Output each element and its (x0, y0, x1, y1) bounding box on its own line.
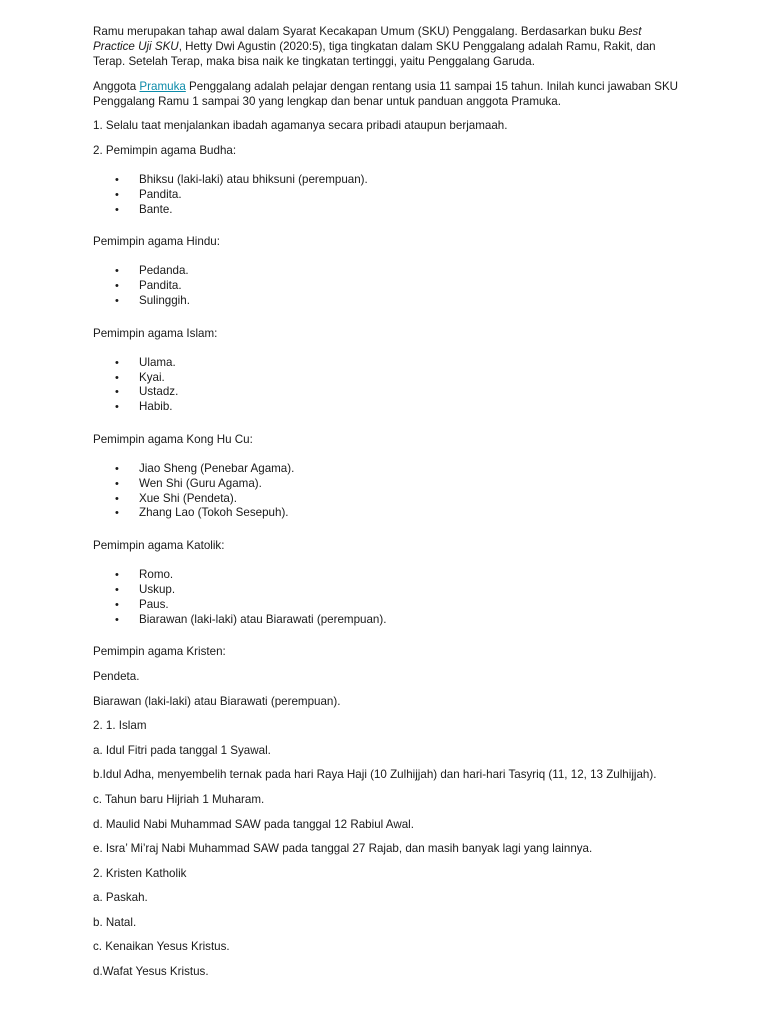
list-item: • Xue Shi (Pendeta). (115, 491, 237, 505)
answer-1: 1. Selalu taat menjalankan ibadah agamanya secara pribadi ataupun berjamaah. (93, 119, 508, 132)
list-item: • Biarawan (laki-laki) atau Biarawati (perempuan). (115, 612, 387, 626)
bullet-icon: • (115, 386, 119, 399)
bullet-icon: • (115, 583, 119, 596)
bullet-icon: • (115, 598, 119, 611)
konghucu-heading: Pemimpin agama Kong Hu Cu: (93, 432, 253, 446)
list-item: • Kyai. (115, 370, 165, 384)
bullet-icon: • (115, 371, 119, 384)
islam-holiday-item: d. Maulid Nabi Muhammad SAW pada tanggal 12 Rabiul Awal. (93, 817, 414, 831)
kristen-heading: Pemimpin agama Kristen: (93, 645, 226, 659)
list-item: • Habib. (115, 400, 173, 414)
bullet-icon: • (115, 265, 119, 278)
bullet-icon: • (115, 356, 119, 369)
islam-list (93, 356, 683, 415)
islam-holidays-heading: 2. 1. Islam (93, 719, 147, 733)
islam-heading: Pemimpin agama Islam: (93, 326, 218, 340)
list-item: • Ulama. (115, 355, 176, 369)
kristen-leader-1: Pendeta. (93, 669, 140, 683)
konghucu-list (93, 462, 683, 521)
kristen-holidays-heading: 2. Kristen Katholik (93, 866, 187, 880)
budha-list (93, 173, 683, 217)
islam-holiday-item: e. Isra’ Mi’raj Nabi Muhammad SAW pada tanggal 27 Rajab, dan masih banyak lagi yang lainnya. (93, 842, 593, 856)
kristen-holiday-item: d.Wafat Yesus Kristus. (93, 965, 209, 979)
kristen-leader-2: Biarawan (laki-laki) atau Biarawati (perempuan). (93, 694, 341, 708)
katolik-heading: Pemimpin agama Katolik: (93, 539, 225, 553)
bullet-icon: • (115, 462, 119, 475)
islam-holiday-item: c. Tahun baru Hijriah 1 Muharam. (93, 792, 265, 806)
list-item: • Jiao Sheng (Penebar Agama). (115, 461, 295, 475)
members-paragraph (93, 79, 683, 109)
bullet-icon: • (115, 569, 119, 582)
list-item: • Uskup. (115, 582, 176, 596)
bullet-icon: • (115, 280, 119, 293)
list-item: • Pandita. (115, 187, 182, 201)
list-item: • Bante. (115, 202, 173, 216)
bullet-icon: • (115, 401, 119, 414)
intro-text-cont: , Hetty Dwi Agustin (2020:5), tiga tingkatan dalam SKU Penggalang adalah Ramu, Rakit, dan Terap. Setelah Terap, maka bisa naik ke tingkatan tertinggi, yaitu Penggalang Garuda. (93, 40, 656, 68)
document-page (93, 24, 683, 989)
bullet-icon: • (115, 294, 119, 307)
kristen-holiday-item: c. Kenaikan Yesus Kristus. (93, 940, 230, 954)
budha-heading: 2. Pemimpin agama Budha: (93, 144, 237, 157)
intro-text: Ramu merupakan tahap awal dalam Syarat Kecakapan Umum (SKU) Penggalang. Berdasarkan buku (93, 25, 619, 38)
islam-holiday-item: a. Idul Fitri pada tanggal 1 Syawal. (93, 743, 271, 757)
list-item: • Bhiksu (laki-laki) atau bhiksuni (perempuan). (115, 173, 368, 186)
list-item: • Zhang Lao (Tokoh Sesepuh). (115, 506, 289, 520)
list-item: • Wen Shi (Guru Agama). (115, 476, 262, 490)
list-item: • Paus. (115, 597, 169, 611)
kristen-holiday-item: b. Natal. (93, 915, 137, 929)
islam-holiday-item: b.Idul Adha, menyembelih ternak pada hari Raya Haji (10 Zulhijjah) dan hari-hari Tasyriq (11, 12, 13 Zulhijjah). (93, 768, 657, 782)
bullet-icon: • (115, 507, 119, 520)
hindu-list (93, 264, 683, 308)
list-item: • Pandita. (115, 279, 182, 293)
list-item: • Romo. (115, 568, 174, 582)
bullet-icon: • (115, 492, 119, 505)
members-text: Anggota (93, 80, 140, 93)
list-item: • Pedanda. (115, 264, 189, 278)
bullet-icon: • (115, 613, 119, 626)
bullet-icon: • (115, 188, 119, 201)
bullet-icon: • (115, 203, 119, 216)
list-item: • Sulinggih. (115, 293, 190, 307)
list-item: • Ustadz. (115, 385, 179, 399)
pramuka-link[interactable]: Pramuka (139, 80, 186, 93)
members-text-cont: Penggalang adalah pelajar dengan rentang usia 11 sampai 15 tahun. Inilah kunci jawaban SKU Penggalang Ramu 1 sampai 30 yang lengkap dan benar untuk panduan anggota Pramuka. (93, 80, 679, 108)
katolik-list (93, 568, 683, 627)
book-title: Best Practice Uji SKU (93, 25, 642, 53)
bullet-icon: • (115, 477, 119, 490)
intro-paragraph (93, 24, 683, 69)
kristen-holiday-item: a. Paskah. (93, 891, 148, 905)
bullet-icon: • (115, 174, 119, 186)
hindu-heading: Pemimpin agama Hindu: (93, 235, 220, 249)
